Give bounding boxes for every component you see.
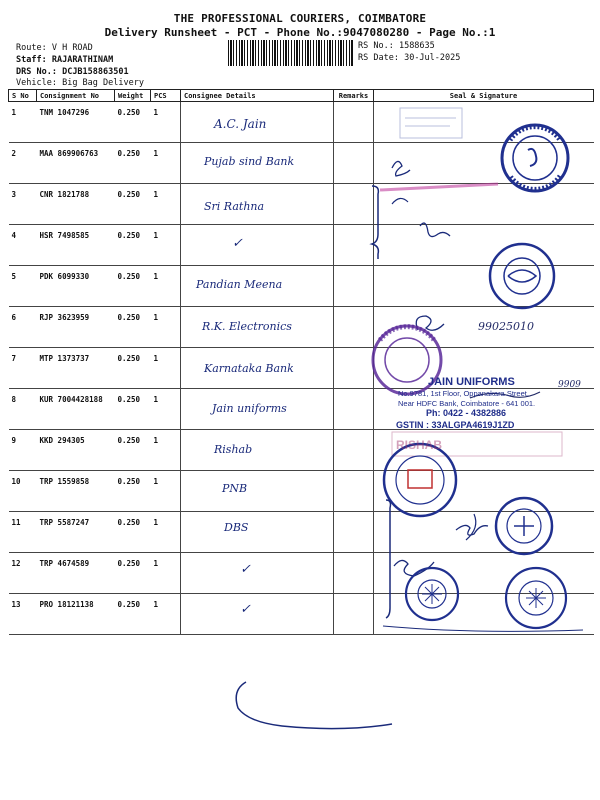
row-pcs: 1 (153, 518, 159, 527)
drs-label: DRS No.: (16, 67, 57, 77)
row-consignment: TRP 1559858 (39, 477, 90, 486)
row-pcs: 1 (153, 313, 159, 322)
runsheet-title: Delivery Runsheet - PCT - Phone No.:9047080280 - Page No.:1 (104, 26, 496, 39)
col-remarks: Remarks (334, 90, 374, 102)
signature-row3 (392, 198, 408, 204)
staff-label: Staff: (16, 55, 47, 65)
row-sno: 2 (11, 149, 17, 158)
rs-no-value: 1588635 (398, 41, 435, 51)
pandiyan-meena-seal (490, 244, 554, 308)
brace-mark (372, 186, 378, 259)
jain-uniforms-stamp-address1: No.9781, 1st Floor, Oppanakara Street, (398, 389, 529, 398)
handwritten-consignee: Pandian Meena (196, 278, 283, 291)
row-weight: 0.250 (117, 518, 141, 527)
row-pcs: 1 (153, 559, 159, 568)
row-weight: 0.250 (117, 600, 141, 609)
row-consignment: MTP 1373737 (39, 354, 90, 363)
col-weight: Weight (115, 90, 151, 102)
row-weight: 0.250 (117, 436, 141, 445)
rs-date-value: 30-Jul-2025 (404, 53, 461, 63)
handwritten-consignee: Pujab sind Bank (204, 155, 295, 168)
signature-row4 (420, 223, 450, 236)
drs-value: DCJB158863501 (62, 67, 129, 77)
brace-mark-lower (386, 500, 391, 618)
row-sno: 4 (11, 231, 17, 240)
row-pcs: 1 (153, 231, 159, 240)
row-consignment: RJP 3623959 (39, 313, 90, 322)
row-pcs: 1 (153, 436, 159, 445)
handwritten-consignee: Sri Rathna (204, 200, 265, 213)
company-title: THE PROFESSIONAL COURIERS, COIMBATORE (173, 12, 427, 25)
vehicle-value: Big Bag Delivery (62, 78, 144, 88)
row-weight: 0.250 (117, 395, 141, 404)
row-consignment: KKD 294305 (39, 436, 85, 445)
handwritten-consignee: ✓ (232, 236, 243, 251)
dbs-bank-seal-2 (506, 568, 566, 628)
vehicle-label: Vehicle: (16, 78, 57, 88)
row-consignment: KUR 7004428188 (39, 395, 103, 404)
row-pcs: 1 (153, 477, 159, 486)
col-sno: S No (9, 90, 37, 102)
row-pcs: 1 (153, 190, 159, 199)
row-pcs: 1 (153, 395, 159, 404)
jain-uniforms-stamp-phone: Ph: 0422 - 4382886 (426, 408, 507, 418)
row-sno: 5 (11, 272, 17, 281)
row-sno: 6 (11, 313, 17, 322)
signature-row2 (392, 161, 410, 176)
row-pcs: 1 (153, 354, 159, 363)
row-weight: 0.250 (117, 272, 141, 281)
handwritten-consignee: ✓ (240, 602, 251, 617)
handwritten-consignee: R.K. Electronics (202, 320, 292, 333)
col-consignment: Consignment No (37, 90, 115, 102)
row-consignment: HSR 7498585 (39, 231, 90, 240)
row-weight: 0.250 (117, 477, 141, 486)
row-sno: 3 (11, 190, 17, 199)
row-consignment: TRP 5587247 (39, 518, 90, 527)
row-pcs: 1 (153, 149, 159, 158)
row-sno: 13 (11, 600, 21, 609)
handwritten-consignee: DBS (224, 521, 249, 534)
row-sno: 11 (11, 518, 21, 527)
handwritten-consignee: ✓ (240, 562, 251, 577)
handwritten-consignee: Jain uniforms (212, 402, 287, 415)
row-consignment: TRP 4674589 (39, 559, 90, 568)
route-label: Route: (16, 43, 47, 53)
col-seal: Seal & Signature (374, 90, 594, 102)
col-pcs: PCS (151, 90, 181, 102)
rs-date-label: RS Date: (358, 53, 399, 63)
pink-ink-stroke (380, 184, 498, 190)
row-weight: 0.250 (117, 559, 141, 568)
row-pcs: 1 (153, 600, 159, 609)
row-weight: 0.250 (117, 149, 141, 158)
jain-uniforms-stamp-address2: Near HDFC Bank, Coimbatore - 641 001. (398, 399, 536, 408)
underline-stroke (383, 626, 583, 631)
handwritten-consignee: PNB (222, 482, 248, 495)
seal-row12 (406, 568, 458, 620)
row-weight: 0.250 (117, 108, 141, 117)
col-consignee: Consignee Details (181, 90, 334, 102)
handwritten-consignee: Rishab (214, 443, 253, 456)
punjab-national-bank-seal (384, 444, 456, 516)
jain-uniforms-stamp-gstin: GSTIN : 33ALGPA4619J1ZD (396, 420, 515, 430)
row-weight: 0.250 (117, 354, 141, 363)
handwritten-phone-note: 9909 (558, 380, 581, 390)
row-weight: 0.250 (117, 313, 141, 322)
row-sno: 10 (11, 477, 21, 486)
row-pcs: 1 (153, 272, 159, 281)
handwritten-consignee: Karnataka Bank (204, 362, 294, 375)
rs-no-label: RS No.: (358, 41, 394, 51)
dbs-bank-seal (496, 498, 552, 554)
row-sno: 9 (11, 436, 17, 445)
route-value: V H ROAD (51, 43, 93, 53)
jain-uniforms-stamp-name: JAIN UNIFORMS (428, 376, 515, 388)
closing-signature (236, 682, 392, 729)
row-weight: 0.250 (117, 190, 141, 199)
row-consignment: CNR 1821788 (39, 190, 90, 199)
row-sno: 1 (11, 108, 17, 117)
handwritten-consignee: A.C. Jain (214, 117, 267, 131)
row-sno: 8 (11, 395, 17, 404)
row-consignment: PDK 6099330 (39, 272, 90, 281)
row-sno: 7 (11, 354, 17, 363)
handwritten-phone-note: 99025010 (478, 320, 534, 333)
staff-value: RAJARATHINAM (51, 55, 114, 65)
faint-office-stamp (400, 108, 462, 138)
rishab-stamp-text: RISHAB (396, 438, 443, 452)
row-consignment: PRO 18121138 (39, 600, 94, 609)
signature-row11b (466, 514, 476, 540)
row-sno: 12 (11, 559, 21, 568)
punjab-sind-bank-seal (502, 125, 568, 191)
row-weight: 0.250 (117, 231, 141, 240)
row-consignment: MAA 869906763 (39, 149, 99, 158)
row-consignment: TNM 1047296 (39, 108, 90, 117)
row-pcs: 1 (153, 108, 159, 117)
